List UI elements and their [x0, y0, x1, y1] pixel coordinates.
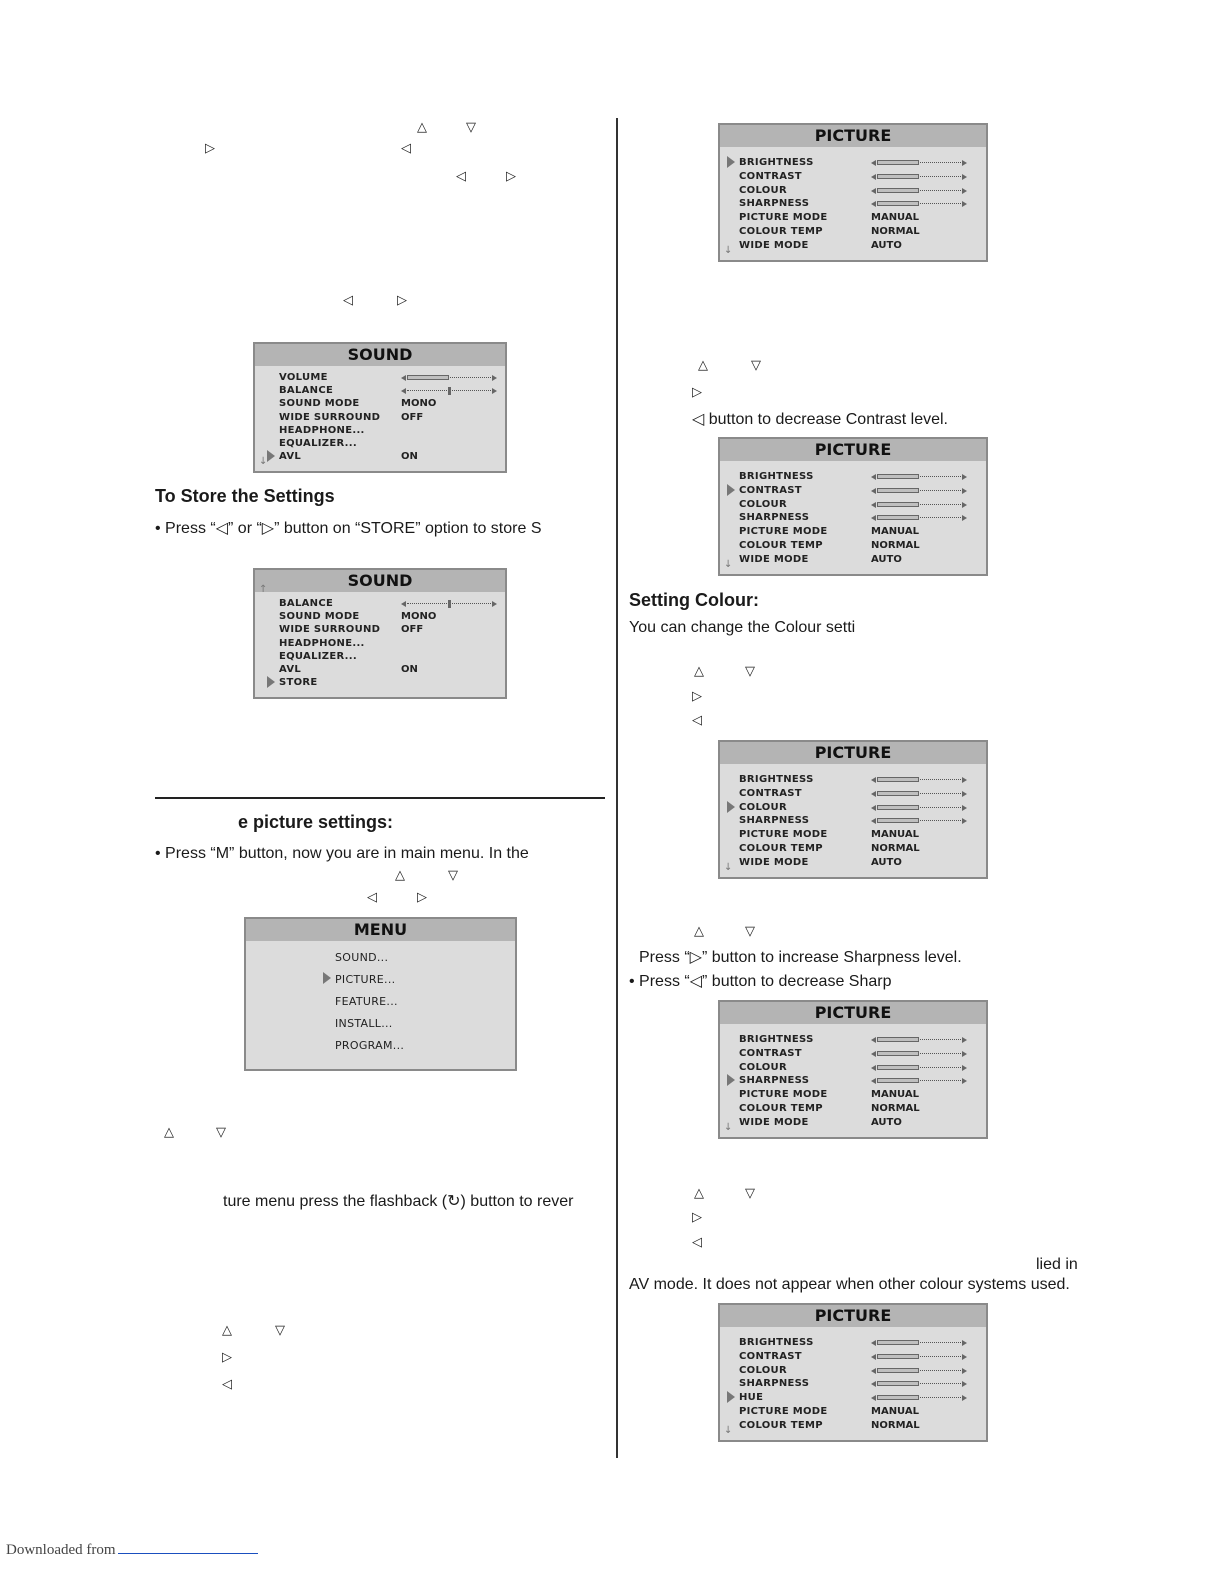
- contrast-decrease-instruction: ◁ button to decrease Contrast level.: [692, 411, 948, 428]
- bar-left-arrow-icon: [871, 1065, 876, 1071]
- bar-left-arrow-icon: [871, 488, 876, 494]
- store-settings-heading: To Store the Settings: [155, 486, 335, 506]
- osd-level-bar: [401, 374, 497, 382]
- scroll-arrow-icon: ↓: [724, 245, 733, 256]
- osd-item[interactable]: HEADPHONE...: [279, 637, 365, 649]
- osd-value: MANUAL: [871, 829, 919, 841]
- scroll-arrow-icon: ↓: [724, 1425, 733, 1436]
- osd-item[interactable]: COLOUR TEMP: [739, 843, 823, 854]
- osd-item[interactable]: AVL: [279, 664, 302, 675]
- bar-right-arrow-icon: [962, 174, 967, 180]
- osd-value: AUTO: [871, 239, 902, 251]
- bar-fill: [877, 818, 919, 823]
- osd-item[interactable]: COLOUR: [739, 1061, 787, 1073]
- osd-value: MONO: [401, 611, 437, 623]
- bar-left-arrow-icon: [401, 601, 406, 607]
- selection-cursor-icon: [267, 676, 275, 688]
- osd-value: ON: [401, 451, 418, 463]
- right-arrow-icon: ▷: [506, 169, 516, 184]
- osd-level-bar: [871, 159, 967, 167]
- osd-item[interactable]: EQUALIZER...: [279, 438, 357, 449]
- osd-level-bar: [871, 501, 967, 509]
- osd-title: SOUND: [255, 344, 505, 366]
- osd-title: PICTURE: [720, 742, 986, 764]
- osd-level-bar: [871, 1064, 967, 1072]
- bar-fill: [877, 1037, 919, 1042]
- osd-value: OFF: [401, 411, 424, 423]
- sharpness-decrease-instruction: • Press “◁” button to decrease Sharp: [629, 973, 892, 990]
- osd-item[interactable]: BRIGHTNESS: [739, 471, 814, 482]
- osd-level-bar: [871, 1367, 967, 1375]
- bar-left-arrow-icon: [871, 1340, 876, 1346]
- osd-value: MANUAL: [871, 526, 919, 538]
- bar-fill: [877, 1368, 919, 1373]
- down-arrow-icon: ▽: [466, 120, 476, 135]
- osd-item[interactable]: HEADPHONE...: [279, 424, 365, 436]
- bar-left-arrow-icon: [871, 1037, 876, 1043]
- osd-item[interactable]: COLOUR TEMP: [739, 1103, 823, 1114]
- osd-item[interactable]: AVL: [279, 451, 302, 463]
- up-arrow-icon: △: [694, 664, 704, 679]
- up-arrow-icon: △: [694, 1186, 704, 1201]
- up-arrow-icon: △: [395, 868, 405, 883]
- store-instruction: • Press “◁” or “▷” button on “STORE” option to store S: [155, 520, 542, 537]
- left-arrow-icon: ◁: [343, 293, 353, 308]
- osd-value: MONO: [401, 398, 437, 410]
- osd-item[interactable]: CONTRAST: [739, 484, 802, 496]
- right-arrow-icon: ▷: [692, 689, 702, 704]
- osd-level-bar: [871, 790, 967, 798]
- up-arrow-icon: △: [698, 358, 708, 373]
- right-arrow-icon: ▷: [692, 1210, 702, 1225]
- osd-item[interactable]: COLOUR: [739, 184, 787, 196]
- bar-right-arrow-icon: [962, 818, 967, 824]
- bar-left-arrow-icon: [871, 791, 876, 797]
- osd-item[interactable]: COLOUR TEMP: [739, 226, 823, 237]
- bar-left-arrow-icon: [871, 160, 876, 166]
- bar-fill: [877, 1065, 919, 1070]
- osd-title: MENU: [246, 919, 515, 941]
- osd-item[interactable]: WIDE MODE: [739, 239, 809, 251]
- osd-level-bar: [871, 1036, 967, 1044]
- selection-cursor-icon: [323, 972, 331, 984]
- picture-menu-osd-sharpness: [718, 1000, 988, 1139]
- bar-left-arrow-icon: [871, 502, 876, 508]
- left-arrow-icon: ◁: [456, 169, 466, 184]
- selection-cursor-icon: [727, 801, 735, 813]
- setting-colour-heading: Setting Colour:: [629, 590, 759, 610]
- bar-right-arrow-icon: [962, 777, 967, 783]
- picture-menu-osd-contrast: [718, 437, 988, 576]
- bar-fill: [877, 1354, 919, 1359]
- bar-left-arrow-icon: [401, 375, 406, 381]
- osd-item[interactable]: PICTURE MODE: [739, 829, 828, 841]
- osd-level-bar: [871, 1050, 967, 1058]
- osd-item[interactable]: PICTURE MODE: [739, 212, 828, 224]
- down-arrow-icon: ▽: [275, 1323, 285, 1338]
- bar-right-arrow-icon: [962, 805, 967, 811]
- bar-left-arrow-icon: [871, 1051, 876, 1057]
- osd-level-bar: [871, 187, 967, 195]
- osd-title: PICTURE: [720, 439, 986, 461]
- osd-item[interactable]: COLOUR: [739, 498, 787, 510]
- bar-right-arrow-icon: [962, 1037, 967, 1043]
- osd-item[interactable]: BRIGHTNESS: [739, 1337, 814, 1348]
- left-arrow-icon: ◁: [401, 141, 411, 156]
- bar-right-arrow-icon: [962, 1340, 967, 1346]
- down-arrow-icon: ▽: [216, 1125, 226, 1140]
- down-arrow-icon: ▽: [448, 868, 458, 883]
- osd-item[interactable]: EQUALIZER...: [279, 650, 357, 662]
- osd-item[interactable]: SHARPNESS: [739, 815, 810, 827]
- osd-item[interactable]: BRIGHTNESS: [739, 157, 814, 168]
- down-arrow-icon: ▽: [745, 924, 755, 939]
- osd-item[interactable]: SHARPNESS: [739, 198, 810, 210]
- down-arrow-icon: ▽: [745, 664, 755, 679]
- bar-fill: [877, 160, 919, 165]
- osd-item[interactable]: BALANCE: [279, 385, 334, 397]
- osd-value: MANUAL: [871, 1406, 919, 1417]
- osd-level-bar: [871, 1339, 967, 1347]
- bar-right-arrow-icon: [962, 160, 967, 166]
- bar-right-arrow-icon: [962, 1381, 967, 1387]
- osd-item[interactable]: SOUND MODE: [279, 611, 360, 623]
- osd-item[interactable]: VOLUME: [279, 372, 328, 383]
- section-rule: [155, 797, 605, 799]
- bar-fill: [877, 1051, 919, 1056]
- osd-level-bar: [871, 817, 967, 825]
- osd-level-bar: [871, 173, 967, 181]
- osd-item[interactable]: CONTRAST: [739, 1047, 802, 1059]
- left-arrow-icon: ◁: [692, 713, 702, 728]
- osd-item[interactable]: HUE: [739, 1392, 764, 1404]
- osd-value: ON: [401, 664, 418, 675]
- osd-item[interactable]: BRIGHTNESS: [739, 774, 814, 785]
- bar-fill: [877, 174, 919, 179]
- left-arrow-icon: ◁: [367, 890, 377, 905]
- bar-right-arrow-icon: [962, 1395, 967, 1401]
- picture-menu-osd-colour: [718, 740, 988, 879]
- bar-left-arrow-icon: [871, 174, 876, 180]
- sharpness-increase-instruction: Press “▷” button to increase Sharpness level.: [639, 949, 962, 966]
- osd-level-bar: [871, 200, 967, 208]
- bar-right-arrow-icon: [962, 1065, 967, 1071]
- selection-cursor-icon: [267, 450, 275, 462]
- right-arrow-icon: ▷: [417, 890, 427, 905]
- osd-item[interactable]: WIDE SURROUND: [279, 411, 381, 423]
- osd-level-bar: [871, 804, 967, 812]
- bar-right-arrow-icon: [962, 791, 967, 797]
- bar-fill: [877, 474, 919, 479]
- footer-text: Downloaded from: [6, 1542, 116, 1558]
- scroll-arrow-icon: ↑: [259, 584, 268, 595]
- menu-item[interactable]: PROGRAM...: [335, 1039, 405, 1052]
- osd-item[interactable]: PICTURE MODE: [739, 1406, 828, 1417]
- colour-instruction: You can change the Colour setti: [629, 619, 856, 636]
- scroll-arrow-icon: ↓: [724, 559, 733, 570]
- bar-right-arrow-icon: [962, 502, 967, 508]
- bar-right-arrow-icon: [492, 375, 497, 381]
- bar-left-arrow-icon: [871, 1078, 876, 1084]
- bar-right-arrow-icon: [492, 601, 497, 607]
- sound-menu-osd: [253, 342, 507, 473]
- osd-item[interactable]: COLOUR: [739, 1364, 787, 1376]
- menu-item[interactable]: PICTURE...: [335, 973, 396, 986]
- osd-item[interactable]: PICTURE MODE: [739, 526, 828, 538]
- bar-right-arrow-icon: [962, 201, 967, 207]
- bar-left-arrow-icon: [871, 201, 876, 207]
- menu-item[interactable]: INSTALL...: [335, 1017, 393, 1030]
- bar-left-arrow-icon: [401, 388, 406, 394]
- selection-cursor-icon: [727, 484, 735, 496]
- osd-level-bar: [871, 776, 967, 784]
- osd-value: OFF: [401, 624, 424, 636]
- osd-item[interactable]: BALANCE: [279, 598, 334, 609]
- bar-right-arrow-icon: [962, 515, 967, 521]
- osd-level-bar: [871, 487, 967, 495]
- bar-left-arrow-icon: [871, 818, 876, 824]
- menu-item[interactable]: FEATURE...: [335, 995, 398, 1008]
- bar-left-arrow-icon: [871, 777, 876, 783]
- osd-item[interactable]: WIDE SURROUND: [279, 624, 381, 636]
- osd-item[interactable]: SOUND MODE: [279, 398, 360, 410]
- osd-title: PICTURE: [720, 125, 986, 147]
- bar-fill: [877, 791, 919, 796]
- osd-value: NORMAL: [871, 540, 920, 551]
- osd-level-bar: [871, 1380, 967, 1388]
- bar-knob: [448, 600, 451, 608]
- bar-right-arrow-icon: [962, 1354, 967, 1360]
- bar-right-arrow-icon: [962, 1368, 967, 1374]
- scroll-arrow-icon: ↓: [724, 1122, 733, 1133]
- right-arrow-icon: ▷: [222, 1350, 232, 1365]
- footer-link[interactable]: [118, 1541, 258, 1554]
- bar-right-arrow-icon: [962, 1078, 967, 1084]
- osd-value: MANUAL: [871, 212, 919, 224]
- right-arrow-icon: ▷: [692, 385, 702, 400]
- bar-left-arrow-icon: [871, 515, 876, 521]
- osd-item[interactable]: CONTRAST: [739, 170, 802, 182]
- main-menu-osd: [244, 917, 517, 1071]
- scroll-arrow-icon: ↓: [259, 456, 268, 467]
- bar-fill: [877, 777, 919, 782]
- up-arrow-icon: △: [164, 1125, 174, 1140]
- bar-fill: [877, 515, 919, 520]
- scroll-arrow-icon: ↓: [724, 862, 733, 873]
- osd-value: NORMAL: [871, 226, 920, 237]
- bar-left-arrow-icon: [871, 805, 876, 811]
- down-arrow-icon: ▽: [751, 358, 761, 373]
- download-footer: [6, 1541, 258, 1559]
- osd-title: SOUND: [255, 570, 505, 592]
- hue-note: AV mode. It does not appear when other colour systems used.: [629, 1276, 1070, 1293]
- osd-level-bar: [401, 387, 497, 395]
- bar-left-arrow-icon: [871, 1368, 876, 1374]
- osd-level-bar: [871, 514, 967, 522]
- osd-value: MANUAL: [871, 1089, 919, 1101]
- down-arrow-icon: ▽: [745, 1186, 755, 1201]
- flashback-instruction: ture menu press the flashback (↻) button to rever: [223, 1193, 574, 1210]
- bar-knob: [448, 387, 451, 395]
- up-arrow-icon: △: [417, 120, 427, 135]
- osd-item[interactable]: COLOUR: [739, 801, 787, 813]
- up-arrow-icon: △: [694, 924, 704, 939]
- hue-note-fragment: lied in: [1036, 1256, 1078, 1273]
- selection-cursor-icon: [727, 1074, 735, 1086]
- osd-item[interactable]: CONTRAST: [739, 787, 802, 799]
- osd-item[interactable]: SHARPNESS: [739, 512, 810, 524]
- osd-item[interactable]: COLOUR TEMP: [739, 540, 823, 551]
- osd-item[interactable]: WIDE MODE: [739, 1116, 809, 1128]
- bar-right-arrow-icon: [962, 474, 967, 480]
- bar-right-arrow-icon: [492, 388, 497, 394]
- left-arrow-icon: ◁: [692, 1235, 702, 1250]
- up-arrow-icon: △: [222, 1323, 232, 1338]
- osd-title: PICTURE: [720, 1002, 986, 1024]
- right-arrow-icon: ▷: [397, 293, 407, 308]
- osd-item[interactable]: SHARPNESS: [739, 1075, 810, 1087]
- bar-left-arrow-icon: [871, 474, 876, 480]
- right-arrow-icon: ▷: [205, 141, 215, 156]
- bar-left-arrow-icon: [871, 188, 876, 194]
- menu-item[interactable]: SOUND...: [335, 951, 389, 964]
- bar-fill: [877, 805, 919, 810]
- osd-level-bar: [871, 1394, 967, 1402]
- osd-value: AUTO: [871, 856, 902, 868]
- bar-left-arrow-icon: [871, 1395, 876, 1401]
- bar-fill: [877, 1381, 919, 1386]
- bar-right-arrow-icon: [962, 188, 967, 194]
- bar-right-arrow-icon: [962, 1051, 967, 1057]
- bar-left-arrow-icon: [871, 1381, 876, 1387]
- main-menu-instruction: • Press “M” button, now you are in main menu. In the: [155, 845, 529, 862]
- osd-level-bar: [401, 600, 497, 608]
- picture-menu-osd-brightness: [718, 123, 988, 262]
- osd-level-bar: [871, 1353, 967, 1361]
- picture-menu-osd-hue: [718, 1303, 988, 1442]
- osd-item[interactable]: SHARPNESS: [739, 1378, 810, 1390]
- osd-item[interactable]: BRIGHTNESS: [739, 1034, 814, 1045]
- osd-value: NORMAL: [871, 1419, 920, 1431]
- osd-value: NORMAL: [871, 843, 920, 854]
- osd-title: PICTURE: [720, 1305, 986, 1327]
- osd-value: AUTO: [871, 1116, 902, 1128]
- bar-fill: [877, 188, 919, 193]
- osd-item[interactable]: WIDE MODE: [739, 553, 809, 565]
- selection-cursor-icon: [727, 1391, 735, 1403]
- osd-value: NORMAL: [871, 1103, 920, 1114]
- bar-fill: [877, 1078, 919, 1083]
- osd-item[interactable]: STORE: [279, 677, 318, 689]
- osd-item[interactable]: COLOUR TEMP: [739, 1419, 823, 1431]
- osd-item[interactable]: PICTURE MODE: [739, 1089, 828, 1101]
- osd-level-bar: [871, 473, 967, 481]
- bar-fill: [407, 375, 449, 380]
- bar-fill: [877, 488, 919, 493]
- bar-fill: [877, 502, 919, 507]
- bar-fill: [877, 201, 919, 206]
- osd-value: AUTO: [871, 553, 902, 565]
- left-arrow-icon: ◁: [222, 1377, 232, 1392]
- bar-fill: [877, 1340, 919, 1345]
- bar-fill: [877, 1395, 919, 1400]
- osd-item[interactable]: WIDE MODE: [739, 856, 809, 868]
- sound-store-menu-osd: [253, 568, 507, 699]
- selection-cursor-icon: [727, 156, 735, 168]
- osd-item[interactable]: CONTRAST: [739, 1350, 802, 1362]
- osd-level-bar: [871, 1077, 967, 1085]
- column-divider: [616, 118, 618, 1458]
- bar-left-arrow-icon: [871, 1354, 876, 1360]
- picture-settings-heading: e picture settings:: [238, 812, 394, 832]
- bar-right-arrow-icon: [962, 488, 967, 494]
